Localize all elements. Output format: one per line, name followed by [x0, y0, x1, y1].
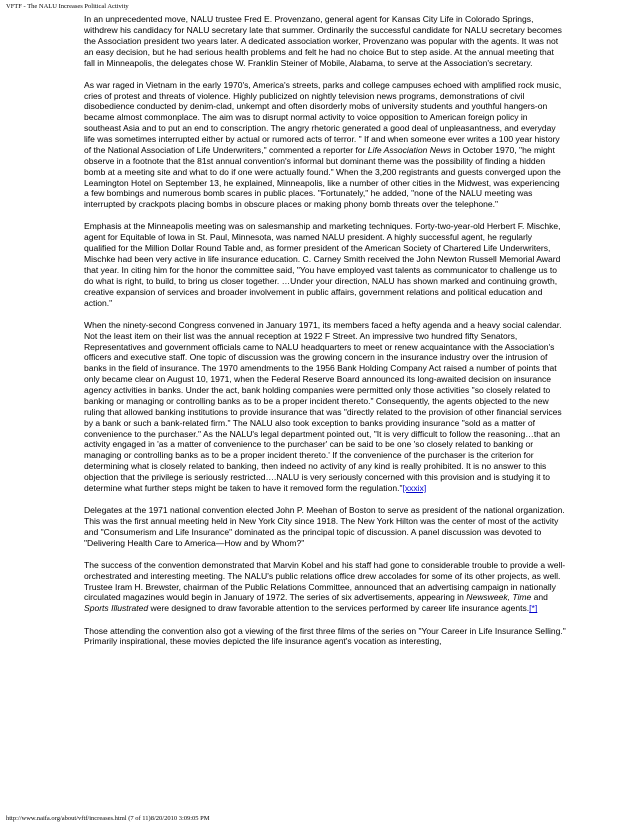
- paragraph-minneapolis: [84, 221, 566, 308]
- page-header-title: VFTF - The NALU Increases Political Activity: [6, 3, 129, 10]
- paragraph-films: [84, 626, 566, 648]
- paragraph-text: Emphasis at the Minneapolis meeting was on salesmanship and marketing techniques. Forty-two-year-old Herbert F. Mischke, agent for Equitable of Iowa in St. Paul, Minnesota, was named NALU president. A highly successful agent, he regularly qualified for the Million Dollar Round Table and, as former president of the American Society of Chartered Life Underwriters, Mischke had been very active in life insurance education. C. Carney Smith received the John Newton Russell Memorial Award that year. In citing him for the honor the committee said, "You have employed vast talents as communicator to challenge us to do what is right, to build, to bring us closer together. …Under your direction, NALU has shown marked and continuing growth, creative expansion of services and broader involvement in public affairs, government relations and political education and action.": [84, 221, 561, 308]
- paragraph-vietnam: [84, 80, 566, 211]
- paragraph-text: and: [531, 592, 548, 603]
- publication-title: Life Association News: [367, 144, 452, 155]
- paragraph-text: were designed to draw favorable attention to the services performed by career life insurance agents.: [148, 603, 530, 614]
- paragraph-convention-1971: [84, 505, 566, 549]
- publication-title: Newsweek, Time: [466, 592, 532, 603]
- paragraph-text: When the ninety-second Congress convened in January 1971, its members faced a hefty agenda and a heavy social calendar. Not the least item on their list was the annual reception at 1922 F Street. An impressive two hundred fifty Senators, Representatives and government officials came to NALU headquarters to meet or renew acquaintance with the Association's officers and executive staff. One topic of discussion was the growing concern in the insurance industry over the intrusion of banks in the field of insurance. The 1970 amendments to the 1956 Bank Holding Company Act raised a number of points that only became clear on August 10, 1971, when the Federal Reserve Board announced its long-awaited decision on insurance agency activities in banks. Under the act, bank holding companies were permitted only those activities "so closely related to banking or managing or controlling banks as to be a proper incident thereto." Consequently, the agents objected to the new ruling that allowed banking institutions to provide insurance that was "directly related to the provision of other financial services by a bank or such a bank-related firm." The NALU also took exception to banks providing insurance "sold as a matter of convenience to the purchaser." As the NALU's legal department pointed out, "It is very difficult to follow the reasoning…that an activity engaged in 'as a matter of convenience to the purchaser' can be said to be one 'so closely related to banking or managing or controlling banks as to be a proper incident thereto.' If the convenience of the purchaser is the criterion for determining what is closely related to banking, then indeed no activity of any kind is really prohibited. It is no answer to this objection that the privilege is seriously restricted….NALU is very seriously concerned with this provision and is studying it to determine what further steps might be taken to have it removed form the regulation.": [84, 319, 562, 493]
- paragraph-text: Those attending the convention also got a viewing of the first three films of the series on "Your Career in Life Insurance Selling." Primarily inspirational, these movies depicted the life insurance agent's vocation as interesting,: [84, 625, 566, 647]
- footnote-link-xxxix[interactable]: [xxxix]: [402, 482, 427, 493]
- paragraph-text: The success of the convention demonstrated that Marvin Kobel and his staff had gone to considerable trouble to provide a well-orchestrated and interesting meeting. The NALU's public relations office drew accolades for some of its other projects, as well. Trustee Iram H. Brewster, chairman of the Public Relations Committee, announced that an advertising campaign in nationally circulated magazines would begin in January of 1972. The series of six advertisements, appearing in: [84, 559, 566, 603]
- paragraph-congress: [84, 320, 566, 494]
- page-footer-url: http://www.naifa.org/about/vftf/increases.html (7 of 11)8/20/2010 3:09:05 PM: [6, 815, 210, 822]
- paragraph-text: in October 1970, "he might observe in a footnote that the 81st annual convention's informal but dominant theme was the possibility of finding a hidden bomb at a meeting site and what to do if one were actually found." When the 3,200 registrants and guests converged upon the Leamington Hotel on September 13, he explained, Minneapolis, like a number of other cities in the Midwest, was experiencing a few bombings and numerous bomb scares in public places. "Fortunately," he added, "none of the NALU meeting was interrupted by crackpots placing bombs in obscure places or making phony bomb threats over the telephone.": [84, 144, 561, 210]
- paragraph-text: In an unprecedented move, NALU trustee Fred E. Provenzano, general agent for Kansas City Life in Colorado Springs, withdrew his candidacy for NALU secretary late that summer. Ordinarily the successful candidate for NALU secretary becomes the Association president two years later. A dedicated association worker, Provenzano was popular with the agents. It was not an easy decision, but he had serious health problems and felt he had no choice But to step aside. At the annual meeting that fall in Minneapolis, the delegates chose W. Franklin Steiner of Mobile, Alabama, to serve at the Association's secretary.: [84, 14, 562, 68]
- paragraph-advertising: [84, 560, 566, 614]
- paragraph-text: Delegates at the 1971 national convention elected John P. Meehan of Boston to serve as president of the national organization. This was the first annual meeting held in New York City since 1918. The New York Hilton was the center of most of the activity and "Consumerism and Life Insurance" dominated as the principal topic of discussion. A panel discussion was devoted to "Delivering Health Care to America—How and by Whom?": [84, 505, 565, 548]
- paragraph-provenzano: [84, 14, 566, 68]
- publication-title: Sports Illustrated: [84, 603, 149, 614]
- paragraph-text: As war raged in Vietnam in the early 1970's, America's streets, parks and college campuses echoed with amplified rock music, cries of protest and threats of violence. Highly publicized on nightly television news programs, demonstrations of civil disobedience conducted by denim-clad, unkempt and often disorderly mobs of university students and youthful hangers-on became almost commonplace. The aim was to disrupt normal activity to voice opposition to American foreign policy in southeast Asia and to put an end to conscription. The angry rhetoric generated a good deal of unpleasantness, and everyday life was sometimes interrupted either by actual or rumored acts of terror. " If and when someone ever writes a 100 year history of the National Association of Life Underwriters," commented a reporter for: [84, 79, 562, 155]
- article-body: [84, 14, 566, 659]
- footnote-link-star[interactable]: [*]: [529, 603, 538, 614]
